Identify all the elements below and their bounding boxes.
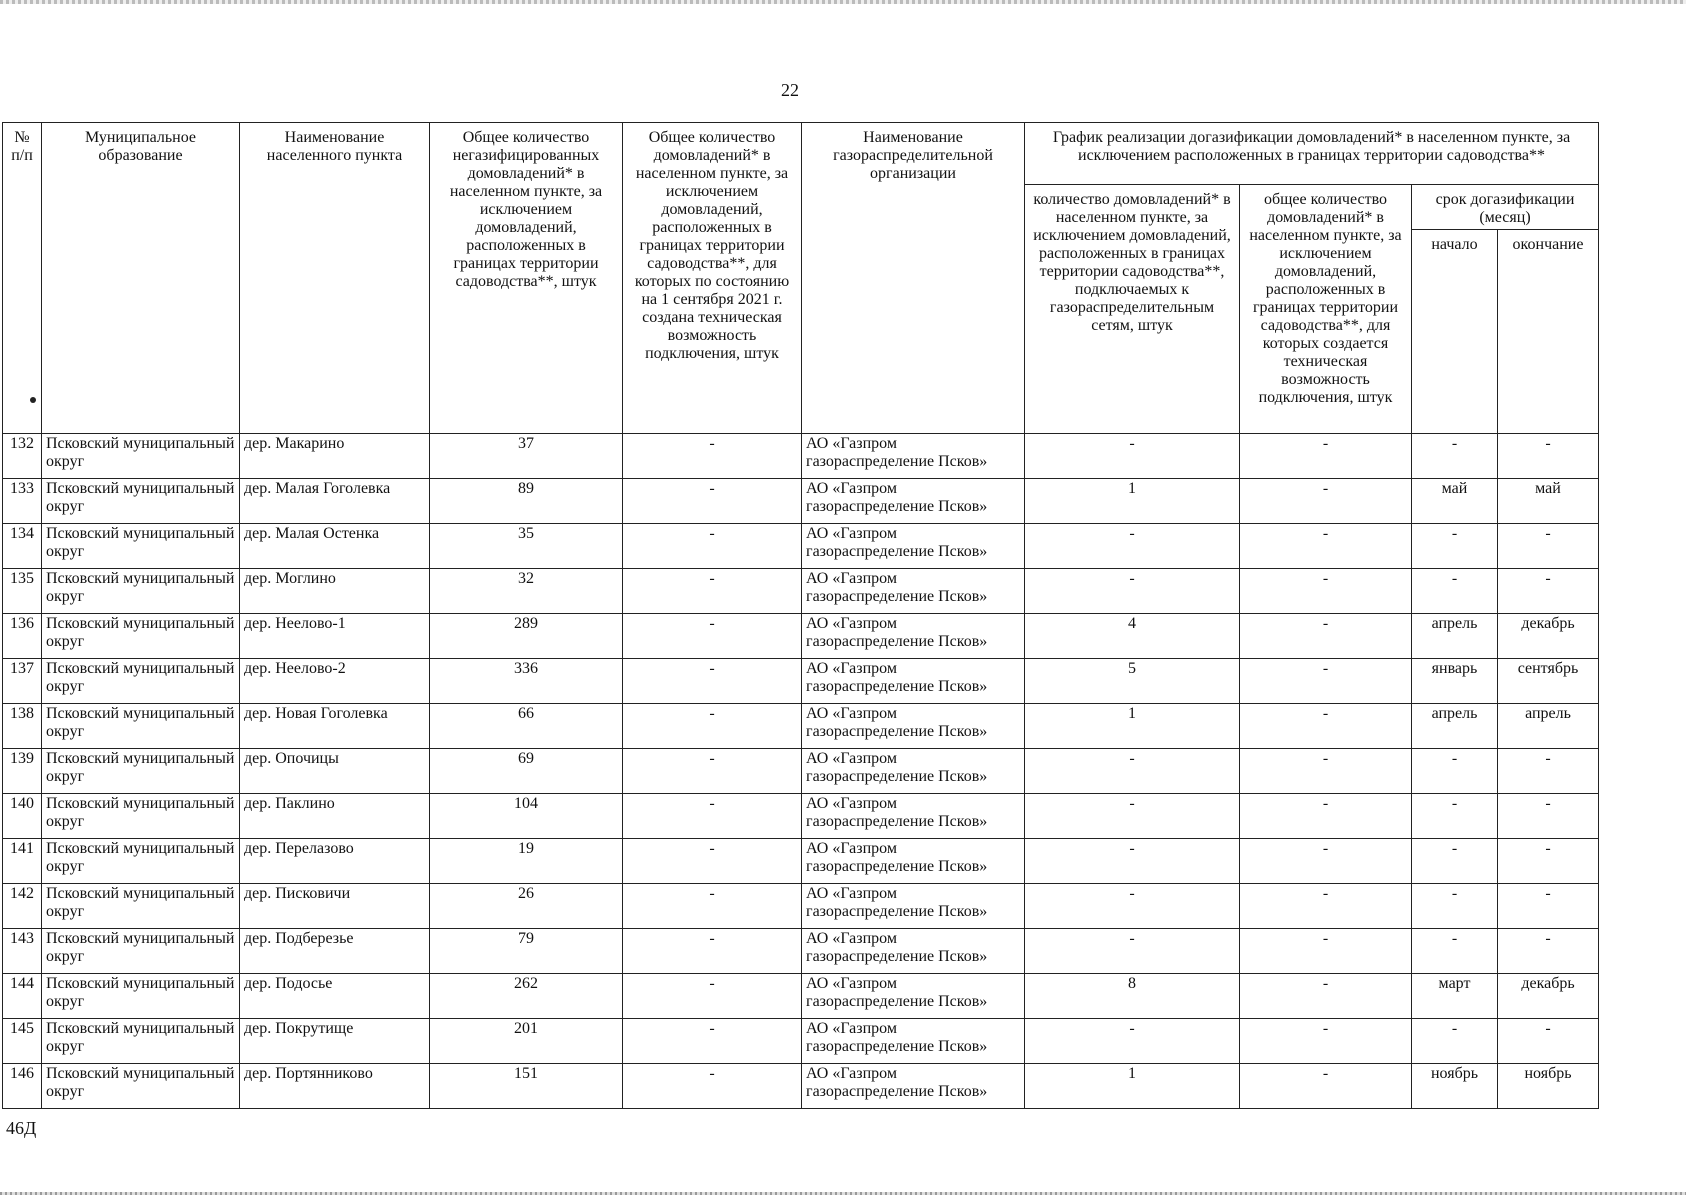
- table-row: [3, 929, 1599, 974]
- cell-connected: -: [1025, 524, 1240, 569]
- cell-num: 138: [3, 704, 42, 749]
- cell-org: АО «Газпром газораспределение Псков»: [802, 434, 1025, 479]
- cell-total: 35: [430, 524, 623, 569]
- cell-municipality: Псковский муниципальный округ: [42, 1019, 240, 1064]
- cell-municipality: Псковский муниципальный округ: [42, 569, 240, 614]
- cell-total: 32: [430, 569, 623, 614]
- table-row: [3, 659, 1599, 704]
- cell-total: 151: [430, 1064, 623, 1109]
- cell-end: -: [1498, 884, 1599, 929]
- cell-start: -: [1412, 929, 1498, 974]
- cell-connected: 1: [1025, 479, 1240, 524]
- cell-total: 104: [430, 794, 623, 839]
- table-row: [3, 974, 1599, 1019]
- cell-num: 146: [3, 1064, 42, 1109]
- cell-possible: -: [623, 884, 802, 929]
- cell-connected: -: [1025, 929, 1240, 974]
- cell-num: 134: [3, 524, 42, 569]
- cell-connected: -: [1025, 884, 1240, 929]
- cell-end: -: [1498, 794, 1599, 839]
- cell-created: -: [1240, 704, 1412, 749]
- cell-municipality: Псковский муниципальный округ: [42, 434, 240, 479]
- cell-org: АО «Газпром газораспределение Псков»: [802, 1019, 1025, 1064]
- cell-num: 140: [3, 794, 42, 839]
- cell-possible: -: [623, 794, 802, 839]
- cell-settlement: дер. Малая Остенка: [240, 524, 430, 569]
- cell-created: -: [1240, 479, 1412, 524]
- cell-created: -: [1240, 749, 1412, 794]
- cell-total: 66: [430, 704, 623, 749]
- cell-settlement: дер. Подосье: [240, 974, 430, 1019]
- cell-start: -: [1412, 524, 1498, 569]
- cell-possible: -: [623, 1064, 802, 1109]
- cell-org: АО «Газпром газораспределение Псков»: [802, 794, 1025, 839]
- table-row: [3, 704, 1599, 749]
- table-header: [3, 123, 1599, 434]
- cell-possible: -: [623, 704, 802, 749]
- cell-num: 144: [3, 974, 42, 1019]
- cell-end: -: [1498, 839, 1599, 884]
- cell-possible: -: [623, 749, 802, 794]
- cell-possible: -: [623, 614, 802, 659]
- cell-end: -: [1498, 929, 1599, 974]
- cell-connected: -: [1025, 434, 1240, 479]
- cell-settlement: дер. Писковичи: [240, 884, 430, 929]
- cell-possible: -: [623, 929, 802, 974]
- cell-settlement: дер. Подберезье: [240, 929, 430, 974]
- cell-connected: -: [1025, 839, 1240, 884]
- table-body: [3, 434, 1599, 1109]
- cell-start: ноябрь: [1412, 1064, 1498, 1109]
- cell-settlement: дер. Неелово-1: [240, 614, 430, 659]
- cell-connected: 4: [1025, 614, 1240, 659]
- table-row: [3, 569, 1599, 614]
- cell-end: -: [1498, 749, 1599, 794]
- cell-start: -: [1412, 839, 1498, 884]
- table-row: [3, 479, 1599, 524]
- cell-connected: 8: [1025, 974, 1240, 1019]
- cell-num: 143: [3, 929, 42, 974]
- cell-end: -: [1498, 569, 1599, 614]
- table-row: [3, 794, 1599, 839]
- cell-org: АО «Газпром газораспределение Псков»: [802, 524, 1025, 569]
- cell-municipality: Псковский муниципальный округ: [42, 704, 240, 749]
- cell-total: 26: [430, 884, 623, 929]
- header-num: № п/п: [3, 123, 42, 434]
- table-row: [3, 524, 1599, 569]
- header-org: Наименование газораспределительной организации: [802, 123, 1025, 434]
- cell-possible: -: [623, 434, 802, 479]
- cell-org: АО «Газпром газораспределение Псков»: [802, 839, 1025, 884]
- cell-settlement: дер. Опочицы: [240, 749, 430, 794]
- header-municipality: Муниципальное образование: [42, 123, 240, 434]
- cell-possible: -: [623, 569, 802, 614]
- cell-end: декабрь: [1498, 974, 1599, 1019]
- cell-org: АО «Газпром газораспределение Псков»: [802, 884, 1025, 929]
- cell-settlement: дер. Макарино: [240, 434, 430, 479]
- cell-num: 137: [3, 659, 42, 704]
- cell-municipality: Псковский муниципальный округ: [42, 524, 240, 569]
- table-row: [3, 884, 1599, 929]
- cell-connected: -: [1025, 794, 1240, 839]
- cell-connected: -: [1025, 569, 1240, 614]
- cell-org: АО «Газпром газораспределение Псков»: [802, 659, 1025, 704]
- cell-created: -: [1240, 434, 1412, 479]
- cell-num: 135: [3, 569, 42, 614]
- cell-settlement: дер. Перелазово: [240, 839, 430, 884]
- cell-end: декабрь: [1498, 614, 1599, 659]
- cell-start: январь: [1412, 659, 1498, 704]
- gasification-table: [2, 122, 1599, 1109]
- cell-settlement: дер. Портянниково: [240, 1064, 430, 1109]
- cell-end: апрель: [1498, 704, 1599, 749]
- cell-created: -: [1240, 1019, 1412, 1064]
- cell-end: -: [1498, 1019, 1599, 1064]
- cell-total: 201: [430, 1019, 623, 1064]
- cell-org: АО «Газпром газораспределение Псков»: [802, 929, 1025, 974]
- cell-settlement: дер. Моглино: [240, 569, 430, 614]
- header-term-group: срок догазификации (месяц): [1412, 185, 1599, 230]
- cell-settlement: дер. Паклино: [240, 794, 430, 839]
- cell-org: АО «Газпром газораспределение Псков»: [802, 569, 1025, 614]
- cell-num: 132: [3, 434, 42, 479]
- cell-num: 136: [3, 614, 42, 659]
- cell-total: 289: [430, 614, 623, 659]
- cell-created: -: [1240, 839, 1412, 884]
- cell-municipality: Псковский муниципальный округ: [42, 1064, 240, 1109]
- cell-created: -: [1240, 569, 1412, 614]
- cell-org: АО «Газпром газораспределение Псков»: [802, 479, 1025, 524]
- header-end: окончание: [1498, 230, 1599, 434]
- cell-end: май: [1498, 479, 1599, 524]
- page-number: 22: [781, 80, 799, 100]
- cell-municipality: Псковский муниципальный округ: [42, 659, 240, 704]
- cell-start: -: [1412, 749, 1498, 794]
- cell-start: апрель: [1412, 614, 1498, 659]
- cell-settlement: дер. Малая Гоголевка: [240, 479, 430, 524]
- table-row: [3, 614, 1599, 659]
- cell-settlement: дер. Неелово-2: [240, 659, 430, 704]
- cell-municipality: Псковский муниципальный округ: [42, 839, 240, 884]
- cell-settlement: дер. Покрутище: [240, 1019, 430, 1064]
- cell-municipality: Псковский муниципальный округ: [42, 614, 240, 659]
- cell-municipality: Псковский муниципальный округ: [42, 794, 240, 839]
- cell-created: -: [1240, 974, 1412, 1019]
- cell-possible: -: [623, 479, 802, 524]
- cell-total: 89: [430, 479, 623, 524]
- cell-org: АО «Газпром газораспределение Псков»: [802, 704, 1025, 749]
- scan-edge-bottom: [0, 1192, 1686, 1195]
- cell-municipality: Псковский муниципальный округ: [42, 929, 240, 974]
- cell-municipality: Псковский муниципальный округ: [42, 749, 240, 794]
- table-row: [3, 839, 1599, 884]
- cell-org: АО «Газпром газораспределение Псков»: [802, 749, 1025, 794]
- cell-possible: -: [623, 524, 802, 569]
- cell-start: апрель: [1412, 704, 1498, 749]
- cell-end: -: [1498, 524, 1599, 569]
- cell-connected: -: [1025, 749, 1240, 794]
- cell-start: -: [1412, 569, 1498, 614]
- cell-created: -: [1240, 884, 1412, 929]
- cell-num: 145: [3, 1019, 42, 1064]
- cell-total: 336: [430, 659, 623, 704]
- cell-num: 139: [3, 749, 42, 794]
- cell-start: -: [1412, 1019, 1498, 1064]
- cell-connected: 1: [1025, 704, 1240, 749]
- cell-org: АО «Газпром газораспределение Псков»: [802, 1064, 1025, 1109]
- cell-connected: -: [1025, 1019, 1240, 1064]
- header-connected: количество домовладений* в населенном пункте, за исключением домовладений, расположенных в границах территории садоводства**, подключаемых к газораспределительным сетям, штук: [1025, 185, 1240, 434]
- cell-created: -: [1240, 929, 1412, 974]
- cell-total: 79: [430, 929, 623, 974]
- cell-created: -: [1240, 614, 1412, 659]
- cell-start: май: [1412, 479, 1498, 524]
- cell-created: -: [1240, 524, 1412, 569]
- cell-end: ноябрь: [1498, 1064, 1599, 1109]
- cell-end: -: [1498, 434, 1599, 479]
- header-schedule-group: График реализации догазификации домовладений* в населенном пункте, за исключением расположенных в границах территории садоводства**: [1025, 123, 1599, 185]
- cell-created: -: [1240, 794, 1412, 839]
- header-total-possible: Общее количество домовладений* в населенном пункте, за исключением домовладений, расположенных в границах территории садоводства**, для которых по состоянию на 1 сентября 2021 г. создана техническая возможность подключения, штук: [623, 123, 802, 434]
- cell-municipality: Псковский муниципальный округ: [42, 479, 240, 524]
- cell-num: 133: [3, 479, 42, 524]
- cell-created: -: [1240, 1064, 1412, 1109]
- cell-settlement: дер. Новая Гоголевка: [240, 704, 430, 749]
- cell-possible: -: [623, 659, 802, 704]
- cell-municipality: Псковский муниципальный округ: [42, 974, 240, 1019]
- scan-edge-top: [0, 0, 1686, 4]
- cell-start: -: [1412, 794, 1498, 839]
- table-row: [3, 1019, 1599, 1064]
- cell-possible: -: [623, 839, 802, 884]
- header-start: начало: [1412, 230, 1498, 434]
- table-row: [3, 1064, 1599, 1109]
- header-total-ungasified: Общее количество негазифицированных домовладений* в населенном пункте, за исключением домовладений, расположенных в границах территории садоводства**, штук: [430, 123, 623, 434]
- cell-end: сентябрь: [1498, 659, 1599, 704]
- cell-num: 141: [3, 839, 42, 884]
- cell-start: -: [1412, 434, 1498, 479]
- cell-possible: -: [623, 974, 802, 1019]
- header-settlement: Наименование населенного пункта: [240, 123, 430, 434]
- cell-total: 69: [430, 749, 623, 794]
- cell-total: 19: [430, 839, 623, 884]
- cell-municipality: Псковский муниципальный округ: [42, 884, 240, 929]
- cell-start: -: [1412, 884, 1498, 929]
- cell-num: 142: [3, 884, 42, 929]
- cell-connected: 1: [1025, 1064, 1240, 1109]
- table-row: [3, 434, 1599, 479]
- header-created: общее количество домовладений* в населенном пункте, за исключением домовладений, расположенных в границах территории садоводства**, для которых создается техническая возможность подключения, штук: [1240, 185, 1412, 434]
- table-row: [3, 749, 1599, 794]
- cell-org: АО «Газпром газораспределение Псков»: [802, 614, 1025, 659]
- cell-total: 262: [430, 974, 623, 1019]
- cell-org: АО «Газпром газораспределение Псков»: [802, 974, 1025, 1019]
- cell-possible: -: [623, 1019, 802, 1064]
- document-code: 46Д: [6, 1118, 37, 1138]
- cell-start: март: [1412, 974, 1498, 1019]
- cell-total: 37: [430, 434, 623, 479]
- cell-created: -: [1240, 659, 1412, 704]
- cell-connected: 5: [1025, 659, 1240, 704]
